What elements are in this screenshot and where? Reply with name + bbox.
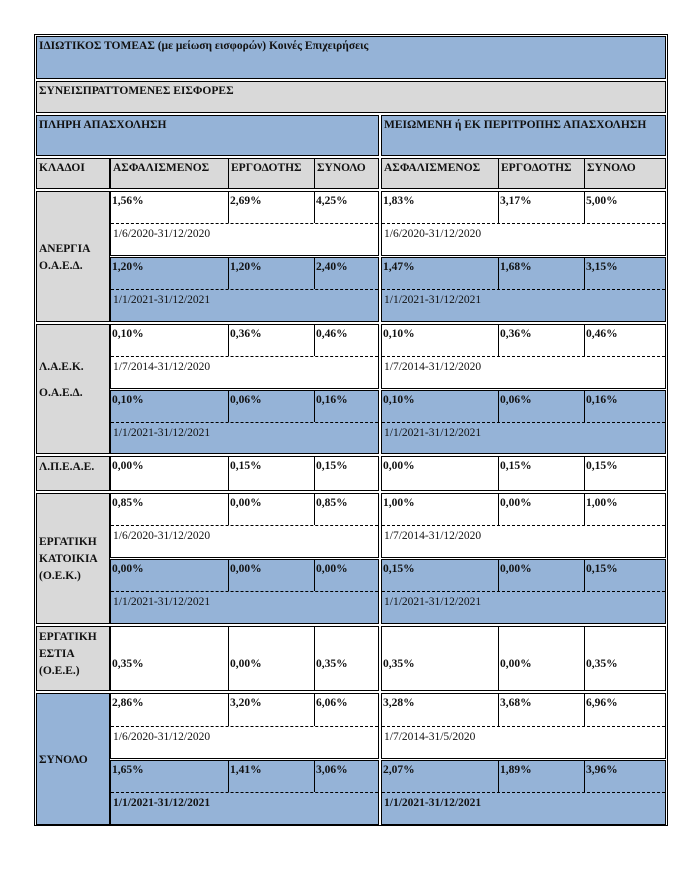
rate-value: 0,15% bbox=[230, 460, 262, 472]
reduced-period-block bbox=[381, 191, 666, 256]
branch-cell bbox=[36, 191, 110, 322]
rate-value: 0,46% bbox=[316, 328, 348, 340]
full-section-cell bbox=[110, 456, 379, 491]
reduced-section-cell bbox=[381, 626, 666, 691]
branch-label: ΑΝΕΡΓΙΑ Ο.Α.Ε.Δ. bbox=[39, 242, 90, 272]
rate-value: 0,00% bbox=[230, 563, 262, 575]
branch-cell bbox=[36, 693, 110, 825]
column-divider bbox=[498, 192, 499, 223]
period-label: 1/1/2021-31/12/2021 bbox=[382, 792, 665, 824]
full-period-block bbox=[110, 324, 379, 389]
rate-value: 0,00% bbox=[500, 497, 532, 509]
rate-value: 0,15% bbox=[316, 460, 348, 472]
rate-value: 0,00% bbox=[500, 658, 532, 670]
period-label: 1/6/2020-31/12/2020 bbox=[111, 223, 378, 255]
rate-value: 0,10% bbox=[383, 328, 415, 340]
rate-value: 2,69% bbox=[230, 195, 262, 207]
column-divider bbox=[314, 761, 315, 792]
branch-label: ΣΥΝΟΛΟ bbox=[39, 753, 88, 766]
column-divider bbox=[584, 560, 585, 591]
rate-value: 0,06% bbox=[230, 394, 262, 406]
rate-value: 3,20% bbox=[230, 697, 262, 709]
column-divider bbox=[498, 627, 499, 690]
branch-cell bbox=[36, 493, 110, 624]
section-reduced-employment: ΜΕΙΩΜΕΝΗ ή ΕΚ ΠΕΡΙΤΡΟΠΗΣ ΑΠΑΣΧΟΛΗΣΗ bbox=[381, 115, 666, 156]
rate-value: 3,28% bbox=[383, 697, 415, 709]
rate-value: 0,36% bbox=[230, 328, 262, 340]
rate-value: 0,46% bbox=[586, 328, 618, 340]
rate-value: 0,00% bbox=[383, 460, 415, 472]
column-divider bbox=[228, 325, 229, 356]
branch-label: ΕΡΓΑΤΙΚΗ ΕΣΤΙΑ (Ο.Ε.Ε.) bbox=[39, 631, 97, 677]
column-divider bbox=[584, 391, 585, 422]
period-label: 1/1/2021-31/12/2021 bbox=[382, 289, 665, 321]
rate-value: 0,15% bbox=[500, 460, 532, 472]
column-divider bbox=[228, 391, 229, 422]
column-divider bbox=[498, 761, 499, 792]
rate-value: 3,06% bbox=[316, 764, 348, 776]
rate-value: 3,96% bbox=[586, 764, 618, 776]
column-divider bbox=[584, 192, 585, 223]
full-period-block bbox=[110, 559, 379, 624]
column-divider bbox=[498, 258, 499, 289]
reduced-period-block bbox=[381, 390, 666, 454]
period-label: 1/1/2021-31/12/2021 bbox=[382, 591, 665, 623]
reduced-section-cell bbox=[381, 456, 666, 491]
rate-value: 2,86% bbox=[112, 697, 144, 709]
rate-value: 0,06% bbox=[500, 394, 532, 406]
column-divider bbox=[228, 694, 229, 726]
period-label: 1/1/2021-31/12/2021 bbox=[111, 289, 378, 321]
rate-value: 0,15% bbox=[383, 563, 415, 575]
column-divider bbox=[498, 391, 499, 422]
column-divider bbox=[498, 325, 499, 356]
period-label: 1/6/2020-31/12/2020 bbox=[111, 726, 378, 758]
rate-value: 4,25% bbox=[316, 195, 348, 207]
column-divider bbox=[498, 457, 499, 490]
rate-value: 0,00% bbox=[230, 497, 262, 509]
rate-value: 1,89% bbox=[500, 764, 532, 776]
period-label: 1/7/2014-31/12/2020 bbox=[382, 525, 665, 557]
rate-value: 0,00% bbox=[316, 563, 348, 575]
period-label: 1/1/2021-31/12/2021 bbox=[382, 422, 665, 453]
branch-label: Λ.Α.Ε.Κ. bbox=[39, 361, 84, 373]
rate-value: 3,15% bbox=[586, 261, 618, 273]
period-label: 1/6/2020-31/12/2020 bbox=[111, 525, 378, 557]
column-divider bbox=[584, 494, 585, 525]
column-divider bbox=[228, 761, 229, 792]
col-header-insured-full: ΑΣΦΑΛΙΣΜΕΝΟΣ bbox=[110, 158, 229, 189]
rate-value: 3,17% bbox=[500, 195, 532, 207]
rate-value: 1,68% bbox=[500, 261, 532, 273]
column-divider bbox=[584, 694, 585, 726]
rate-value: 2,40% bbox=[316, 261, 348, 273]
column-divider bbox=[314, 457, 315, 490]
rate-value: 3,68% bbox=[500, 697, 532, 709]
rate-value: 0,10% bbox=[112, 328, 144, 340]
rate-value: 1,00% bbox=[383, 497, 415, 509]
rate-value: 1,47% bbox=[383, 261, 415, 273]
col-header-insured-reduced: ΑΣΦΑΛΙΣΜΕΝΟΣ bbox=[381, 158, 499, 189]
rate-value: 0,16% bbox=[316, 394, 348, 406]
rate-value: 1,41% bbox=[230, 764, 262, 776]
table-title: ΙΔΙΩΤΙΚΟΣ ΤΟΜΕΑΣ (με μείωση εισφορών) Κοινές Επιχειρήσεις bbox=[36, 36, 666, 79]
rate-value: 0,35% bbox=[316, 658, 348, 670]
column-divider bbox=[314, 494, 315, 525]
col-header-employer-full: ΕΡΓΟΔΟΤΗΣ bbox=[228, 158, 315, 189]
column-divider bbox=[584, 325, 585, 356]
rate-value: 0,15% bbox=[586, 460, 618, 472]
column-divider bbox=[314, 627, 315, 690]
rate-value: 1,83% bbox=[383, 195, 415, 207]
branch-cell bbox=[36, 626, 110, 691]
rate-value: 0,10% bbox=[383, 394, 415, 406]
branch-cell bbox=[36, 324, 110, 454]
rate-value: 0,10% bbox=[112, 394, 144, 406]
full-period-block bbox=[110, 493, 379, 558]
col-header-employer-reduced: ΕΡΓΟΔΟΤΗΣ bbox=[498, 158, 585, 189]
reduced-period-block bbox=[381, 559, 666, 624]
reduced-period-block bbox=[381, 760, 666, 825]
column-divider bbox=[498, 694, 499, 726]
column-divider bbox=[228, 457, 229, 490]
full-period-block bbox=[110, 693, 379, 759]
rate-value: 0,85% bbox=[316, 497, 348, 509]
column-divider bbox=[228, 560, 229, 591]
column-divider bbox=[314, 325, 315, 356]
reduced-period-block bbox=[381, 257, 666, 322]
full-period-block bbox=[110, 760, 379, 825]
rate-value: 0,00% bbox=[500, 563, 532, 575]
rate-value: 2,07% bbox=[383, 764, 415, 776]
col-header-branch: ΚΛΑΔΟΙ bbox=[36, 158, 110, 189]
column-divider bbox=[584, 761, 585, 792]
period-label: 1/1/2021-31/12/2021 bbox=[111, 422, 378, 453]
rate-value: 0,00% bbox=[230, 658, 262, 670]
rate-value: 0,35% bbox=[383, 658, 415, 670]
period-label: 1/1/2021-31/12/2021 bbox=[111, 792, 378, 824]
column-divider bbox=[228, 258, 229, 289]
period-label: 1/6/2020-31/12/2020 bbox=[382, 223, 665, 255]
full-period-block bbox=[110, 191, 379, 256]
branch-label: Λ.Π.Ε.Α.Ε. bbox=[39, 461, 95, 473]
rate-value: 1,56% bbox=[112, 195, 144, 207]
column-divider bbox=[498, 494, 499, 525]
full-period-block bbox=[110, 390, 379, 454]
col-header-total-full: ΣΥΝΟΛΟ bbox=[314, 158, 379, 189]
reduced-period-block bbox=[381, 693, 666, 759]
rate-value: 5,00% bbox=[586, 195, 618, 207]
full-period-block bbox=[110, 257, 379, 322]
period-label: 1/7/2014-31/5/2020 bbox=[382, 726, 665, 758]
rate-value: 6,96% bbox=[586, 697, 618, 709]
branch-cell bbox=[36, 456, 110, 491]
column-divider bbox=[584, 457, 585, 490]
rate-value: 1,65% bbox=[112, 764, 144, 776]
rate-value: 0,15% bbox=[586, 563, 618, 575]
column-divider bbox=[498, 560, 499, 591]
column-divider bbox=[314, 192, 315, 223]
column-divider bbox=[228, 494, 229, 525]
column-divider bbox=[228, 627, 229, 690]
column-divider bbox=[228, 192, 229, 223]
rate-value: 0,00% bbox=[112, 460, 144, 472]
full-section-cell bbox=[110, 626, 379, 691]
period-label: 1/1/2021-31/12/2021 bbox=[111, 591, 378, 623]
rate-value: 0,35% bbox=[112, 658, 144, 670]
branch-label: Ο.Α.Ε.Δ. bbox=[39, 387, 83, 399]
reduced-period-block bbox=[381, 324, 666, 389]
period-label: 1/7/2014-31/12/2020 bbox=[111, 356, 378, 388]
rate-value: 0,16% bbox=[586, 394, 618, 406]
reduced-period-block bbox=[381, 493, 666, 558]
period-label: 1/7/2014-31/12/2020 bbox=[382, 356, 665, 388]
rate-value: 0,00% bbox=[112, 563, 144, 575]
rate-value: 0,36% bbox=[500, 328, 532, 340]
column-divider bbox=[314, 694, 315, 726]
column-divider bbox=[584, 258, 585, 289]
column-divider bbox=[314, 560, 315, 591]
col-header-total-reduced: ΣΥΝΟΛΟ bbox=[584, 158, 666, 189]
section-full-employment: ΠΛΗΡΗ ΑΠΑΣΧΟΛΗΣΗ bbox=[36, 115, 379, 156]
column-divider bbox=[314, 391, 315, 422]
rate-value: 1,00% bbox=[586, 497, 618, 509]
rate-value: 0,35% bbox=[586, 658, 618, 670]
rate-value: 6,06% bbox=[316, 697, 348, 709]
column-divider bbox=[314, 258, 315, 289]
column-divider bbox=[584, 627, 585, 690]
rate-value: 1,20% bbox=[230, 261, 262, 273]
table-subtitle: ΣΥΝΕΙΣΠΡΑΤΤΟΜΕΝΕΣ ΕΙΣΦΟΡΕΣ bbox=[36, 81, 666, 113]
rate-value: 1,20% bbox=[112, 261, 144, 273]
rate-value: 0,85% bbox=[112, 497, 144, 509]
branch-label: ΕΡΓΑΤΙΚΗ ΚΑΤΟΙΚΙΑ (Ο.Ε.Κ.) bbox=[39, 536, 98, 582]
